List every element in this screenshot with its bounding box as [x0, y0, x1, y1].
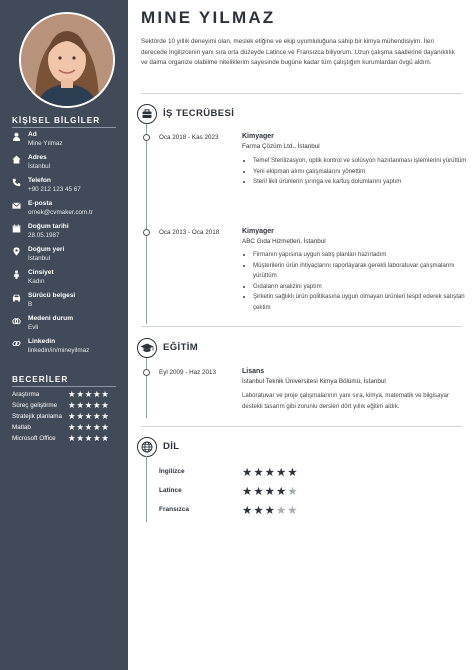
skill-rating-stars	[68, 400, 110, 411]
gender-icon	[12, 270, 21, 279]
star-filled-icon: ★	[68, 433, 77, 443]
skills-title: BECERİLER	[12, 375, 69, 384]
personal-info-title: KİŞİSEL BİLGİLER	[12, 116, 101, 125]
personal-item-marital	[12, 315, 124, 337]
personal-value: İstanbul	[28, 163, 51, 170]
skill-name: Süreç geliştirme	[12, 402, 58, 409]
star-filled-icon: ★	[92, 422, 102, 432]
job-bullet: • Steril likit ürünlerin şırınga ve kartuş dolumlarını yaptım	[253, 177, 474, 188]
personal-item-phone	[12, 177, 124, 199]
graduation-cap-icon	[137, 338, 157, 358]
phone-icon	[12, 178, 21, 187]
language-item	[159, 505, 319, 517]
personal-label: Doğum tarihi	[28, 223, 69, 230]
person-icon	[12, 132, 21, 141]
star-filled-icon: ★	[92, 400, 102, 410]
education-dates: Eyl 2009 - Haz 2013	[159, 369, 217, 376]
skill-item	[12, 423, 120, 433]
language-item	[159, 467, 319, 479]
star-filled-icon: ★	[253, 467, 265, 479]
personal-item-license	[12, 292, 124, 314]
star-filled-icon: ★	[68, 400, 77, 410]
languages-title: DİL	[163, 441, 180, 452]
job-bullet: • Yeni ekipman alımı çalışmalarını yönettim	[253, 167, 474, 178]
skill-item	[12, 412, 120, 422]
personal-value: 28.05.1987	[28, 232, 60, 239]
star-filled-icon: ★	[84, 433, 93, 443]
star-filled-icon: ★	[242, 467, 254, 479]
timeline-line	[146, 456, 147, 522]
personal-value: ornek@cvmaker.com.tr	[28, 209, 93, 216]
personal-item-gender	[12, 269, 124, 291]
star-filled-icon: ★	[76, 389, 85, 399]
star-filled-icon: ★	[76, 400, 85, 410]
timeline-line	[146, 124, 147, 324]
personal-label: Telefon	[28, 177, 51, 184]
job-bullets	[242, 250, 474, 313]
star-filled-icon: ★	[68, 411, 77, 421]
star-filled-icon: ★	[68, 389, 77, 399]
star-filled-icon: ★	[76, 433, 85, 443]
personal-value: Evli	[28, 324, 39, 331]
job-bullet: • Temel Sterilizasyon, optik kontrol ve solüsyon hazırlanması işlemlerini yürüttüm	[253, 156, 474, 167]
star-filled-icon: ★	[264, 486, 276, 498]
job-dates: Oca 2018 - Kas 2023	[159, 134, 219, 141]
divider	[141, 426, 462, 427]
star-filled-icon: ★	[101, 400, 110, 410]
job-dates: Oca 2013 - Oca 2018	[159, 229, 220, 236]
divider	[12, 127, 116, 128]
star-filled-icon: ★	[76, 422, 85, 432]
job-title: Kimyager	[242, 133, 274, 140]
star-filled-icon: ★	[92, 411, 102, 421]
timeline-dot	[143, 134, 150, 141]
star-filled-icon: ★	[101, 433, 110, 443]
skill-name: Araştırma	[12, 391, 40, 398]
star-filled-icon: ★	[76, 411, 85, 421]
job-company: Farma Çözüm Ltd., İstanbul	[242, 143, 320, 150]
car-icon	[12, 293, 21, 302]
summary-text: Sektörde 10 yıllık deneyimi olan, meslek etiğine ve ekip uyumluluğuna sahip bir kimya mühendisiyim. İleri derecede İngilizcenin yanı sıra orta düzeyde Latince ve Fransızca biliyorum. Uzun çalışma saatlerine dayanıklılık ve daima organize olabilme niteliklerim sayesinde bugüne kadar tüm çalıştığım kurumlardan övgü aldım.	[141, 38, 455, 66]
personal-value: B	[28, 301, 33, 308]
star-filled-icon: ★	[92, 389, 102, 399]
timeline-line	[146, 358, 147, 418]
language-name: Fransızca	[159, 506, 189, 513]
star-filled-icon: ★	[101, 422, 110, 432]
star-filled-icon: ★	[92, 433, 102, 443]
sidebar	[0, 0, 128, 670]
personal-value: Mine Yılmaz	[28, 140, 63, 147]
envelope-icon	[12, 201, 21, 210]
star-filled-icon: ★	[253, 505, 265, 517]
language-rating-stars	[242, 484, 299, 498]
star-empty-icon: ★	[287, 505, 299, 517]
star-filled-icon: ★	[101, 411, 110, 421]
personal-item-birthplace	[12, 246, 124, 268]
skill-rating-stars	[68, 422, 110, 433]
cv-name: MINE YILMAZ	[141, 8, 276, 27]
timeline-dot	[143, 369, 150, 376]
star-filled-icon: ★	[287, 467, 299, 479]
personal-label: Linkedin	[28, 338, 56, 345]
star-filled-icon: ★	[101, 389, 110, 399]
profile-photo	[19, 12, 115, 108]
star-filled-icon: ★	[68, 422, 77, 432]
star-empty-icon: ★	[287, 486, 299, 498]
skill-rating-stars	[68, 433, 110, 444]
globe-icon	[137, 437, 157, 457]
education-title: EĞİTİM	[163, 342, 199, 353]
job-bullet: • Şirketin sağlıklı ürün politikasına uygun olmayan ürünleri tespit ederek satıştan çektim	[253, 292, 474, 313]
divider	[141, 93, 462, 94]
job-title: Kimyager	[242, 228, 274, 235]
personal-item-birthdate	[12, 223, 124, 245]
star-filled-icon: ★	[242, 486, 254, 498]
skill-name: Microsoft Office	[12, 435, 56, 442]
language-name: İngilizce	[159, 468, 185, 475]
language-rating-stars	[242, 465, 299, 479]
skill-name: Stratejik planlama	[12, 413, 63, 420]
skill-item	[12, 390, 120, 400]
experience-title: İŞ TECRÜBESİ	[163, 108, 235, 119]
personal-item-name	[12, 131, 124, 153]
job-bullets	[242, 156, 474, 188]
skill-item	[12, 401, 120, 411]
job-company: ABC Gıda Hizmetleri, İstanbul	[242, 238, 326, 245]
education-description: Laboratuvar ve proje çalışmalarının yanı sıra, kimya, matematik ve bilgisayar destekli tasarım gibi zorunlu dersleri dört yıllık eğitim aldık.	[242, 392, 449, 410]
language-rating-stars	[242, 503, 299, 517]
link-icon	[12, 339, 21, 348]
job-bullet: • Gıdaların analizini yaptım	[253, 282, 474, 293]
star-empty-icon: ★	[275, 505, 288, 517]
personal-label: Sürücü belgesi	[28, 292, 76, 299]
divider	[141, 326, 462, 327]
personal-value: Kadın	[28, 278, 45, 285]
location-pin-icon	[12, 247, 21, 256]
divider	[12, 386, 116, 387]
personal-label: Doğum yeri	[28, 246, 65, 253]
rings-icon	[12, 316, 21, 325]
star-filled-icon: ★	[84, 400, 93, 410]
language-name: Latince	[159, 487, 182, 494]
star-filled-icon: ★	[242, 505, 254, 517]
job-bullet: • Firmanın yapısına uygun satış planları hazırladım	[253, 250, 474, 261]
home-icon	[12, 155, 21, 164]
timeline-dot	[143, 229, 150, 236]
skill-name: Matlab	[12, 424, 31, 431]
star-filled-icon: ★	[84, 389, 93, 399]
personal-label: E-posta	[28, 200, 53, 207]
personal-value: +90 212 123 45 67	[28, 186, 81, 193]
star-filled-icon: ★	[253, 486, 265, 498]
education-school: İstanbul Teknik Üniversitesi Kimya Bölümü, İstanbul	[242, 378, 386, 385]
personal-value: linkedin/in/mineyilmaz	[28, 347, 90, 354]
language-item	[159, 486, 319, 498]
star-filled-icon: ★	[84, 422, 93, 432]
personal-item-address	[12, 154, 124, 176]
personal-item-email	[12, 200, 124, 222]
briefcase-icon	[137, 104, 157, 124]
skill-rating-stars	[68, 389, 110, 400]
star-filled-icon: ★	[84, 411, 93, 421]
personal-label: Medeni durum	[28, 315, 74, 322]
star-filled-icon: ★	[275, 467, 288, 479]
personal-label: Adres	[28, 154, 47, 161]
skill-rating-stars	[68, 411, 110, 422]
education-degree: Lisans	[242, 368, 265, 375]
personal-item-linkedin	[12, 338, 124, 360]
personal-value: İstanbul	[28, 255, 51, 262]
star-filled-icon: ★	[264, 505, 276, 517]
calendar-icon	[12, 224, 21, 233]
skill-item	[12, 434, 120, 444]
star-filled-icon: ★	[275, 486, 288, 498]
star-filled-icon: ★	[264, 467, 276, 479]
job-bullet: • Müşterilerin ürün ihtiyaçlarını raporlayarak gerekli laboratuvar çalışmalarını yürüttüm	[253, 261, 474, 282]
personal-label: Ad	[28, 131, 37, 138]
personal-label: Cinsiyet	[28, 269, 54, 276]
